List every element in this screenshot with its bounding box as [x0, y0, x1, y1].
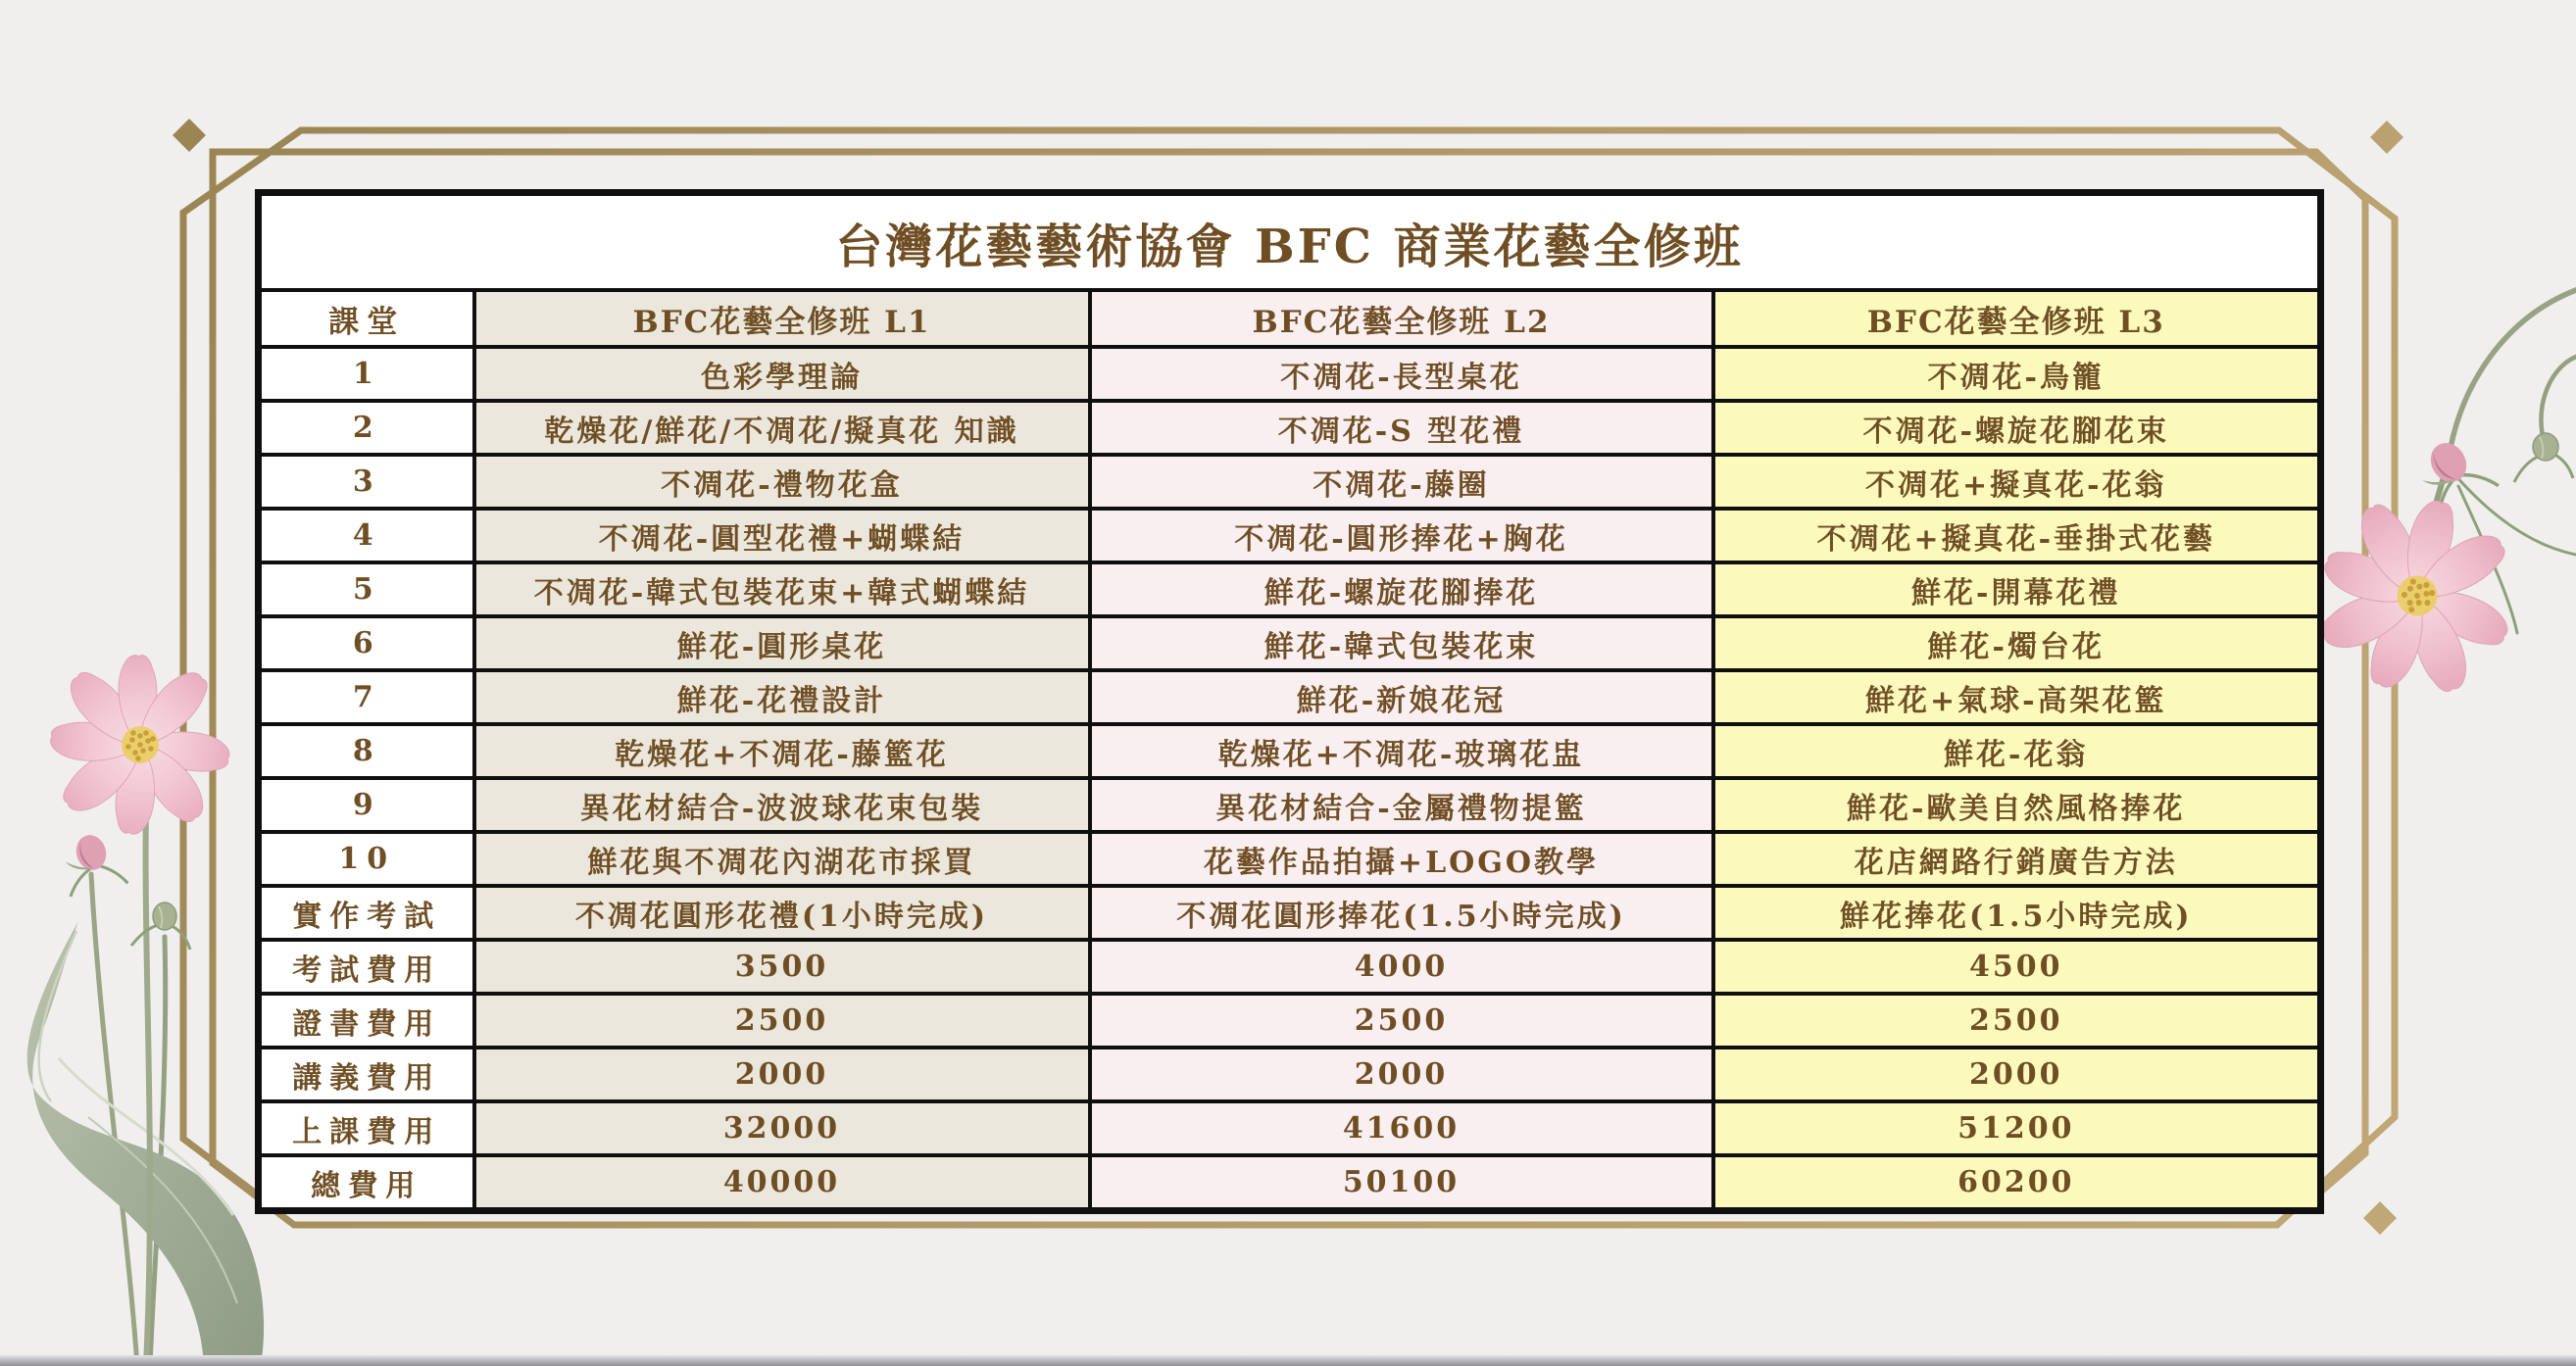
l2-cell: 不凋花-長型桌花	[1090, 347, 1713, 401]
l3-cell: 不凋花+擬真花-花翁	[1713, 455, 2321, 509]
row-label: 證書費用	[259, 994, 474, 1048]
header-class-column: 課堂	[259, 290, 474, 347]
row-label: 2	[259, 401, 474, 455]
l1-cell: 不凋花-禮物花盒	[474, 455, 1090, 509]
l2-cell: 不凋花圓形捧花(1.5小時完成)	[1090, 886, 1713, 940]
l2-fee-cell: 50100	[1090, 1155, 1713, 1211]
window-bottom-edge	[0, 1355, 2576, 1366]
row-label: 7	[259, 670, 474, 724]
row-label: 1	[259, 347, 474, 401]
l1-cell: 不凋花圓形花禮(1小時完成)	[474, 886, 1090, 940]
l3-fee-cell: 51200	[1713, 1101, 2321, 1155]
cosmos-blossom	[49, 655, 231, 836]
green-bud	[131, 903, 190, 950]
header-row	[259, 290, 2321, 347]
l2-fee-cell: 2000	[1090, 1048, 1713, 1101]
table-row	[259, 724, 2321, 778]
header-l1-column: BFC花藝全修班 L1	[474, 290, 1090, 347]
l2-cell: 乾燥花+不凋花-玻璃花盅	[1090, 724, 1713, 778]
row-label: 5	[259, 562, 474, 616]
l2-cell: 不凋花-S 型花禮	[1090, 401, 1713, 455]
row-label: 9	[259, 778, 474, 832]
row-label: 上課費用	[259, 1101, 474, 1155]
l3-fee-cell: 2000	[1713, 1048, 2321, 1101]
l2-cell: 異花材結合-金屬禮物提籃	[1090, 778, 1713, 832]
l1-fee-cell: 40000	[474, 1155, 1090, 1211]
row-label: 總費用	[259, 1155, 474, 1211]
l2-cell: 花藝作品拍攝+LOGO教學	[1090, 832, 1713, 886]
row-label: 4	[259, 509, 474, 562]
l3-cell: 不凋花+擬真花-垂掛式花藝	[1713, 509, 2321, 562]
l3-cell: 不凋花-螺旋花腳花束	[1713, 401, 2321, 455]
table-row	[259, 509, 2321, 562]
l3-cell: 鮮花-燭台花	[1713, 616, 2321, 670]
row-label: 8	[259, 724, 474, 778]
l3-cell: 鮮花-花翁	[1713, 724, 2321, 778]
l1-cell: 異花材結合-波波球花束包裝	[474, 778, 1090, 832]
table-row	[259, 994, 2321, 1048]
l3-cell: 鮮花捧花(1.5小時完成)	[1713, 886, 2321, 940]
l3-fee-cell: 2500	[1713, 994, 2321, 1048]
table-row	[259, 778, 2321, 832]
table-row	[259, 616, 2321, 670]
l1-cell: 不凋花-韓式包裝花束+韓式蝴蝶結	[474, 562, 1090, 616]
l1-fee-cell: 3500	[474, 940, 1090, 994]
l1-cell: 色彩學理論	[474, 347, 1090, 401]
l2-fee-cell: 41600	[1090, 1101, 1713, 1155]
stem-lines	[91, 874, 166, 1366]
l3-cell: 花店網路行銷廣告方法	[1713, 832, 2321, 886]
l1-fee-cell: 2500	[474, 994, 1090, 1048]
l1-cell: 鮮花-花禮設計	[474, 670, 1090, 724]
table-row	[259, 886, 2321, 940]
l1-cell: 鮮花-圓形桌花	[474, 616, 1090, 670]
course-table	[255, 189, 2324, 1214]
l1-cell: 乾燥花/鮮花/不凋花/擬真花 知識	[474, 401, 1090, 455]
table-row	[259, 940, 2321, 994]
table-row	[259, 670, 2321, 724]
green-bud	[2514, 433, 2573, 482]
row-label: 10	[259, 832, 474, 886]
l1-cell: 乾燥花+不凋花-藤籃花	[474, 724, 1090, 778]
l3-cell: 鮮花+氣球-高架花籃	[1713, 670, 2321, 724]
table-row	[259, 1101, 2321, 1155]
table-row	[259, 562, 2321, 616]
l2-cell: 不凋花-圓形捧花+胸花	[1090, 509, 1713, 562]
l3-cell: 不凋花-鳥籠	[1713, 347, 2321, 401]
header-l2-column: BFC花藝全修班 L2	[1090, 290, 1713, 347]
table-row	[259, 832, 2321, 886]
row-label: 6	[259, 616, 474, 670]
header-l3-column: BFC花藝全修班 L3	[1713, 290, 2321, 347]
corner-diamond-icon	[173, 119, 206, 152]
corner-diamond-icon	[2370, 121, 2403, 154]
row-label: 3	[259, 455, 474, 509]
l3-fee-cell: 60200	[1713, 1155, 2321, 1211]
table-row	[259, 1155, 2321, 1211]
l3-fee-cell: 4500	[1713, 940, 2321, 994]
l2-fee-cell: 4000	[1090, 940, 1713, 994]
l3-cell: 鮮花-開幕花禮	[1713, 562, 2321, 616]
corner-diamond-icon	[2363, 1201, 2397, 1235]
l2-fee-cell: 2500	[1090, 994, 1713, 1048]
course-table-container	[255, 189, 2317, 1203]
l1-fee-cell: 2000	[474, 1048, 1090, 1101]
l2-cell: 鮮花-螺旋花腳捧花	[1090, 562, 1713, 616]
l1-cell: 不凋花-圓型花禮+蝴蝶結	[474, 509, 1090, 562]
l2-cell: 鮮花-新娘花冠	[1090, 670, 1713, 724]
table-row	[259, 1048, 2321, 1101]
l1-cell: 鮮花與不凋花內湖花市採買	[474, 832, 1090, 886]
main-stem	[146, 766, 150, 1366]
table-row	[259, 455, 2321, 509]
l2-cell: 不凋花-藤圈	[1090, 455, 1713, 509]
table-row	[259, 347, 2321, 401]
row-label: 實作考試	[259, 886, 474, 940]
title-row	[259, 193, 2321, 291]
row-label: 講義費用	[259, 1048, 474, 1101]
l3-cell: 鮮花-歐美自然風格捧花	[1713, 778, 2321, 832]
l1-fee-cell: 32000	[474, 1101, 1090, 1155]
l2-cell: 鮮花-韓式包裝花束	[1090, 616, 1713, 670]
table-row	[259, 401, 2321, 455]
page-title: 台灣花藝藝術協會 BFC 商業花藝全修班	[259, 193, 2321, 291]
row-label: 考試費用	[259, 940, 474, 994]
cosmos-blossom	[2298, 478, 2537, 715]
